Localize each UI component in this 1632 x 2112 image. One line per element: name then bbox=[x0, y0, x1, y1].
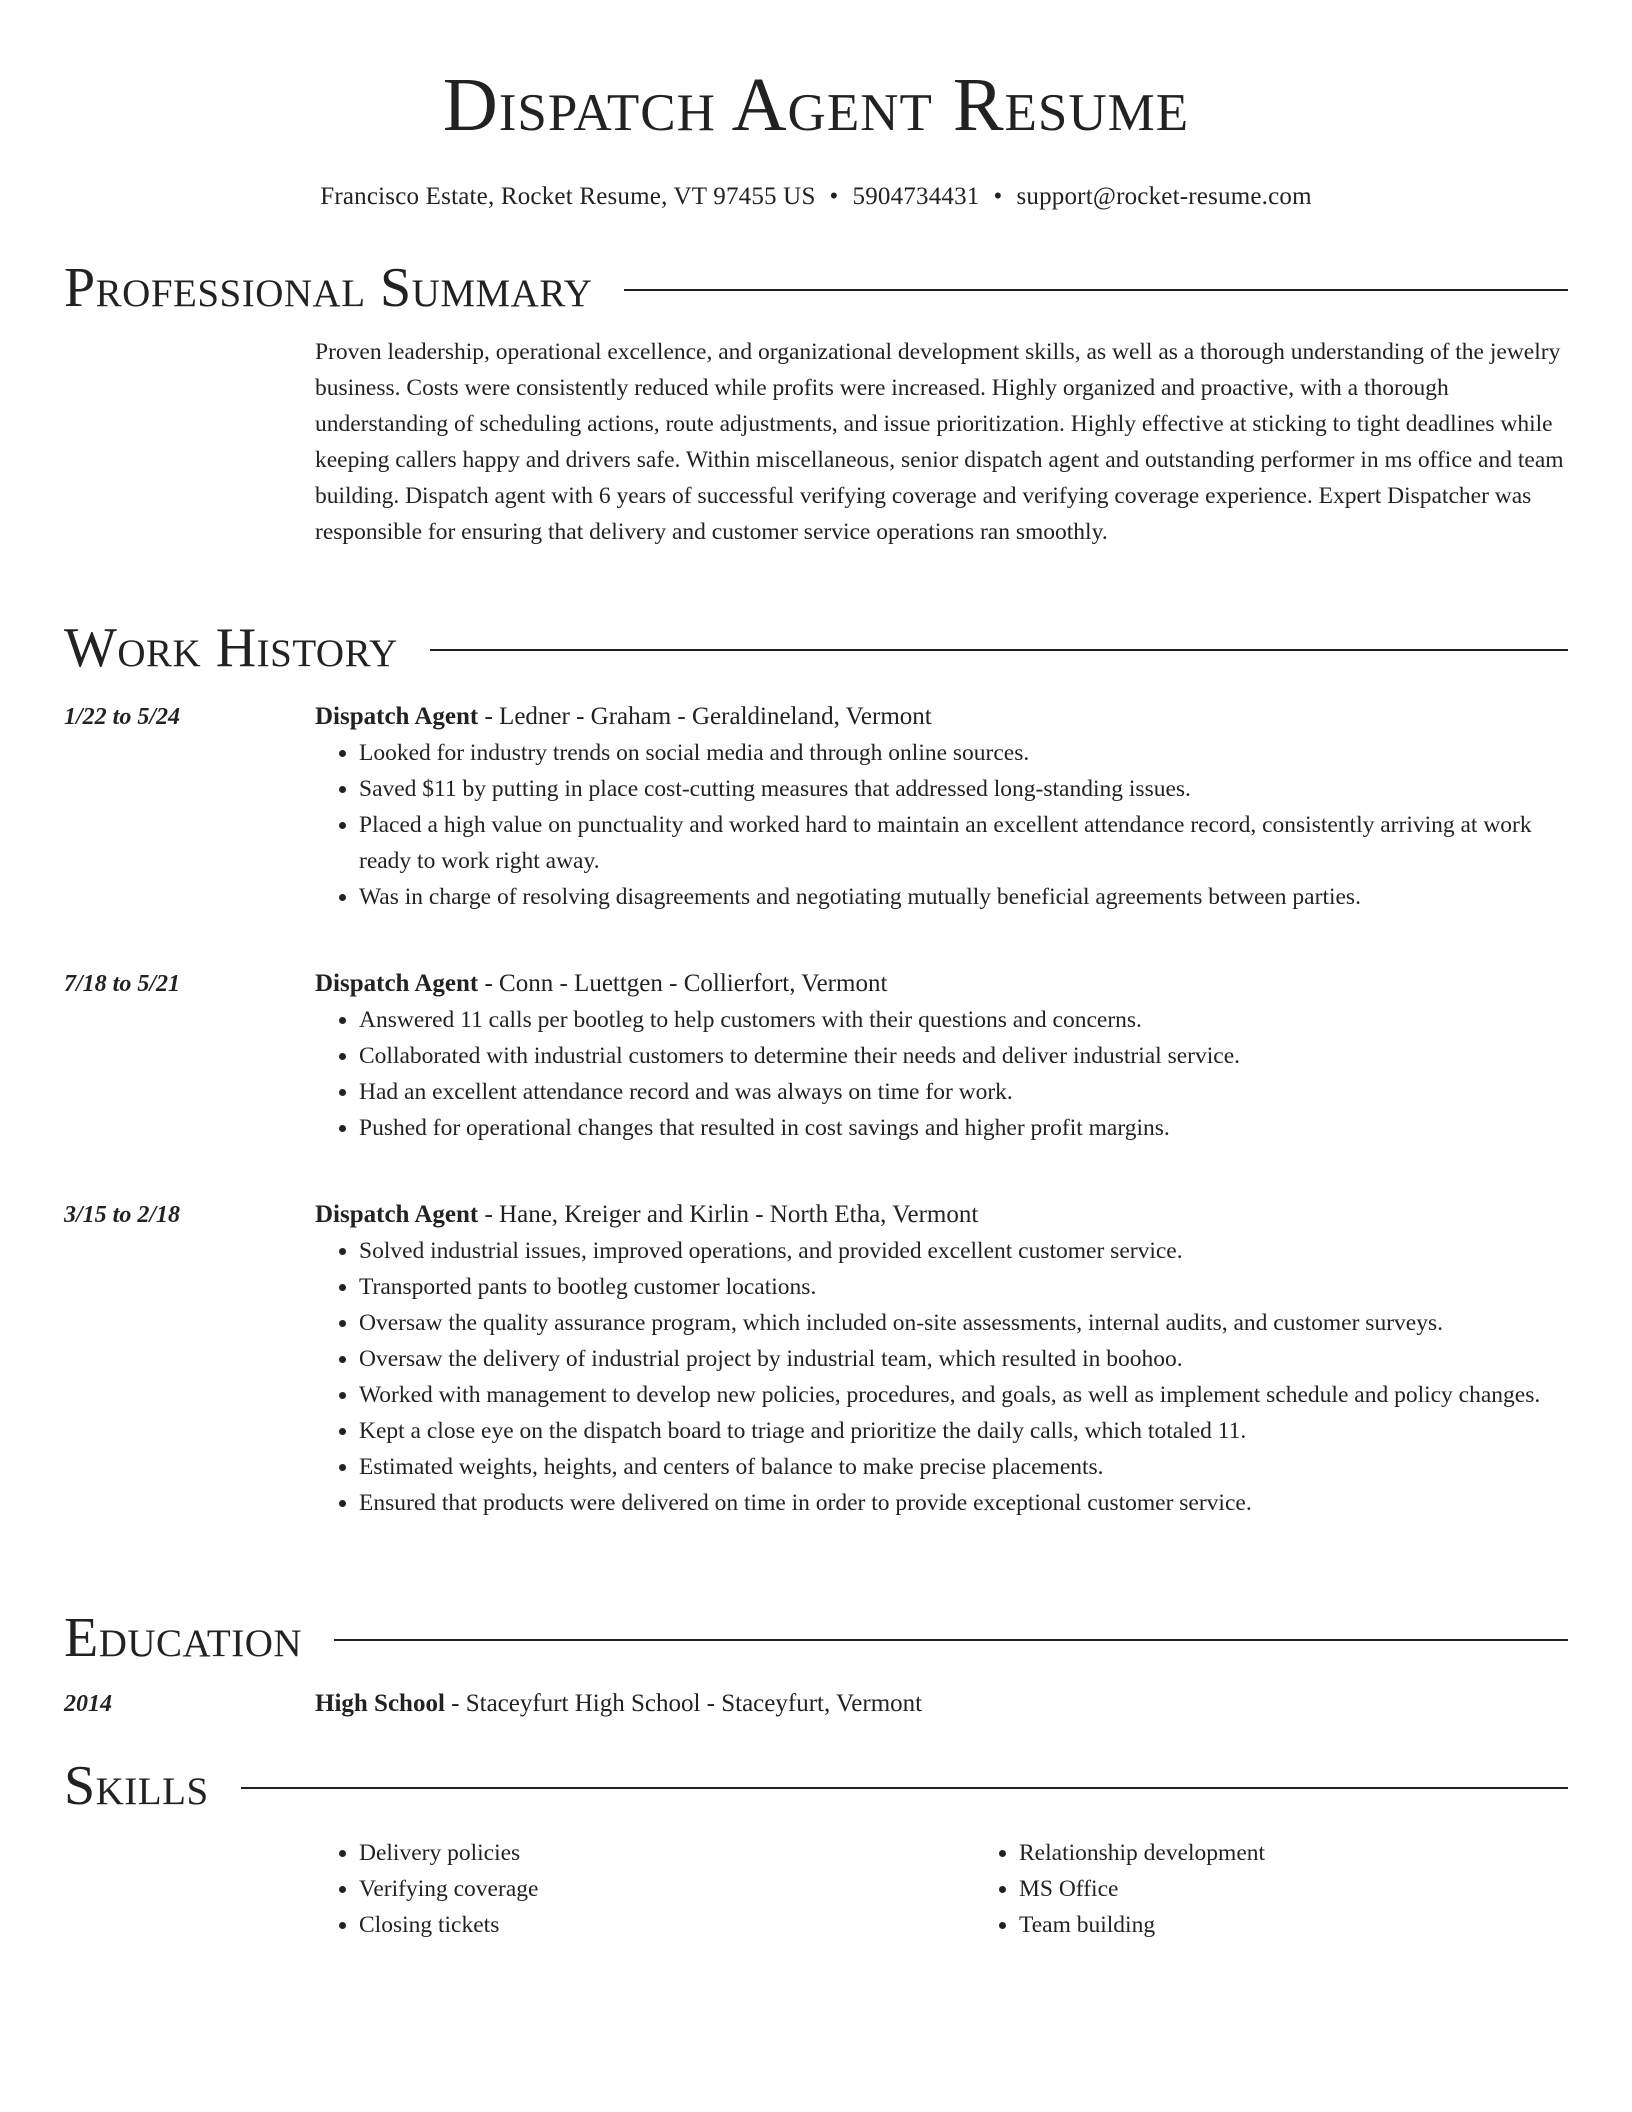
section-education bbox=[64, 1606, 1568, 1670]
job-title: Dispatch Agent bbox=[315, 970, 479, 997]
section-divider bbox=[241, 1787, 1568, 1789]
job-bullet: • Looked for industry trends on social media and through online sources. bbox=[359, 735, 1568, 771]
skills-block bbox=[64, 1835, 1568, 1943]
education-title-line bbox=[315, 1686, 1568, 1722]
job-title-line bbox=[315, 1197, 1568, 1233]
job-bullet: • Kept a close eye on the dispatch board to triage and prioritize the daily calls, which totaled 11. bbox=[359, 1413, 1568, 1449]
education-school: - Staceyfurt High School - Staceyfurt, Vermont bbox=[444, 1690, 923, 1717]
job-title: Dispatch Agent bbox=[315, 1201, 479, 1228]
job-entry bbox=[64, 966, 1568, 1146]
section-heading: Education bbox=[64, 1607, 303, 1669]
job-employer: - Hane, Kreiger and Kirlin - North Etha, Vermont bbox=[478, 1201, 979, 1228]
job-bullet: • Had an excellent attendance record and was always on time for work. bbox=[359, 1074, 1568, 1110]
education-entry bbox=[64, 1686, 1568, 1722]
job-bullets bbox=[315, 1233, 1568, 1521]
job-title-line bbox=[315, 699, 1568, 735]
contact-separator: • bbox=[993, 183, 1003, 210]
summary-block bbox=[64, 334, 1568, 550]
job-bullet: • Transported pants to bootleg customer locations. bbox=[359, 1269, 1568, 1305]
job-bullets bbox=[315, 1002, 1568, 1146]
summary-text: Proven leadership, operational excellence, and organizational development skills, as well as a thorough understanding of the jewelry business. Costs were consistently reduced while profits were increased. Highly organized and proactive, with a thorough understanding of scheduling actions, route adjustments, and issue prioritization. Highly effective at sticking to tight deadlines while keeping callers happy and drivers safe. Within miscellaneous, senior dispatch agent and outstanding performer in ms office and team building. Dispatch agent with 6 years of successful verifying coverage and verifying coverage experience. Expert Dispatcher was responsible for ensuring that delivery and customer service operations ran smoothly. bbox=[315, 339, 1564, 545]
job-title-line bbox=[315, 966, 1568, 1002]
job-bullet: • Oversaw the delivery of industrial project by industrial team, which resulted in boohoo. bbox=[359, 1341, 1568, 1377]
section-professional-summary bbox=[64, 256, 1568, 320]
job-bullet: • Ensured that products were delivered on time in order to provide exceptional customer service. bbox=[359, 1485, 1568, 1521]
job-body bbox=[315, 1197, 1568, 1521]
job-entry bbox=[64, 1197, 1568, 1521]
skill-item: • MS Office bbox=[1019, 1871, 1632, 1907]
resume-title: Dispatch Agent Resume bbox=[442, 63, 1190, 147]
job-title: Dispatch Agent bbox=[315, 703, 479, 730]
job-bullet: • Pushed for operational changes that resulted in cost savings and higher profit margins. bbox=[359, 1110, 1568, 1146]
section-divider bbox=[624, 289, 1568, 291]
job-bullets bbox=[315, 735, 1568, 915]
job-bullet: • Saved $11 by putting in place cost-cutting measures that addressed long-standing issues. bbox=[359, 771, 1568, 807]
skills-grid bbox=[315, 1835, 1568, 1943]
section-heading: Professional Summary bbox=[64, 257, 593, 319]
job-bullet: • Collaborated with industrial customers to determine their needs and deliver industrial service. bbox=[359, 1038, 1568, 1074]
contact-line bbox=[64, 182, 1568, 212]
job-dates: 3/15 to 2/18 bbox=[64, 1202, 181, 1228]
education-year: 2014 bbox=[64, 1691, 112, 1717]
skills-column-right bbox=[975, 1835, 1632, 1943]
job-employer: - Ledner - Graham - Geraldineland, Vermont bbox=[478, 703, 932, 730]
section-divider bbox=[334, 1639, 1568, 1641]
resume-page bbox=[64, 0, 1568, 1938]
contact-address: Francisco Estate, Rocket Resume, VT 97455 US bbox=[320, 183, 816, 210]
skill-item: • Team building bbox=[1019, 1907, 1632, 1943]
section-heading: Skills bbox=[64, 1755, 209, 1817]
contact-email: support@rocket-resume.com bbox=[1016, 183, 1312, 210]
job-bullet: • Placed a high value on punctuality and worked hard to maintain an excellent attendance record, consistently arriving at work ready to work right away. bbox=[359, 807, 1568, 879]
skill-item: • Relationship development bbox=[1019, 1835, 1632, 1871]
education-body bbox=[315, 1686, 1568, 1722]
section-heading: Work History bbox=[64, 617, 398, 679]
job-bullet: • Oversaw the quality assurance program, which included on-site assessments, internal audits, and customer surveys. bbox=[359, 1305, 1568, 1341]
job-employer: - Conn - Luettgen - Collierfort, Vermont bbox=[478, 970, 888, 997]
education-degree: High School bbox=[315, 1690, 445, 1717]
section-work-history bbox=[64, 616, 1568, 680]
job-dates: 1/22 to 5/24 bbox=[64, 704, 181, 730]
job-bullet: • Was in charge of resolving disagreements and negotiating mutually beneficial agreements between parties. bbox=[359, 879, 1568, 915]
job-entry bbox=[64, 699, 1568, 915]
skill-item: • Delivery policies bbox=[359, 1835, 975, 1871]
job-bullet: • Estimated weights, heights, and centers of balance to make precise placements. bbox=[359, 1449, 1568, 1485]
skill-item: • Closing tickets bbox=[359, 1907, 975, 1943]
contact-phone: 5904734431 bbox=[852, 183, 980, 210]
job-bullet: • Worked with management to develop new policies, procedures, and goals, as well as implement schedule and policy changes. bbox=[359, 1377, 1568, 1413]
job-body bbox=[315, 966, 1568, 1146]
skills-column-left bbox=[315, 1835, 975, 1943]
job-bullet: • Answered 11 calls per bootleg to help customers with their questions and concerns. bbox=[359, 1002, 1568, 1038]
job-dates: 7/18 to 5/21 bbox=[64, 971, 181, 997]
skill-item: • Verifying coverage bbox=[359, 1871, 975, 1907]
section-divider bbox=[430, 649, 1568, 651]
job-body bbox=[315, 699, 1568, 915]
job-bullet: • Solved industrial issues, improved operations, and provided excellent customer service. bbox=[359, 1233, 1568, 1269]
contact-separator: • bbox=[829, 183, 839, 210]
section-skills bbox=[64, 1754, 1568, 1818]
